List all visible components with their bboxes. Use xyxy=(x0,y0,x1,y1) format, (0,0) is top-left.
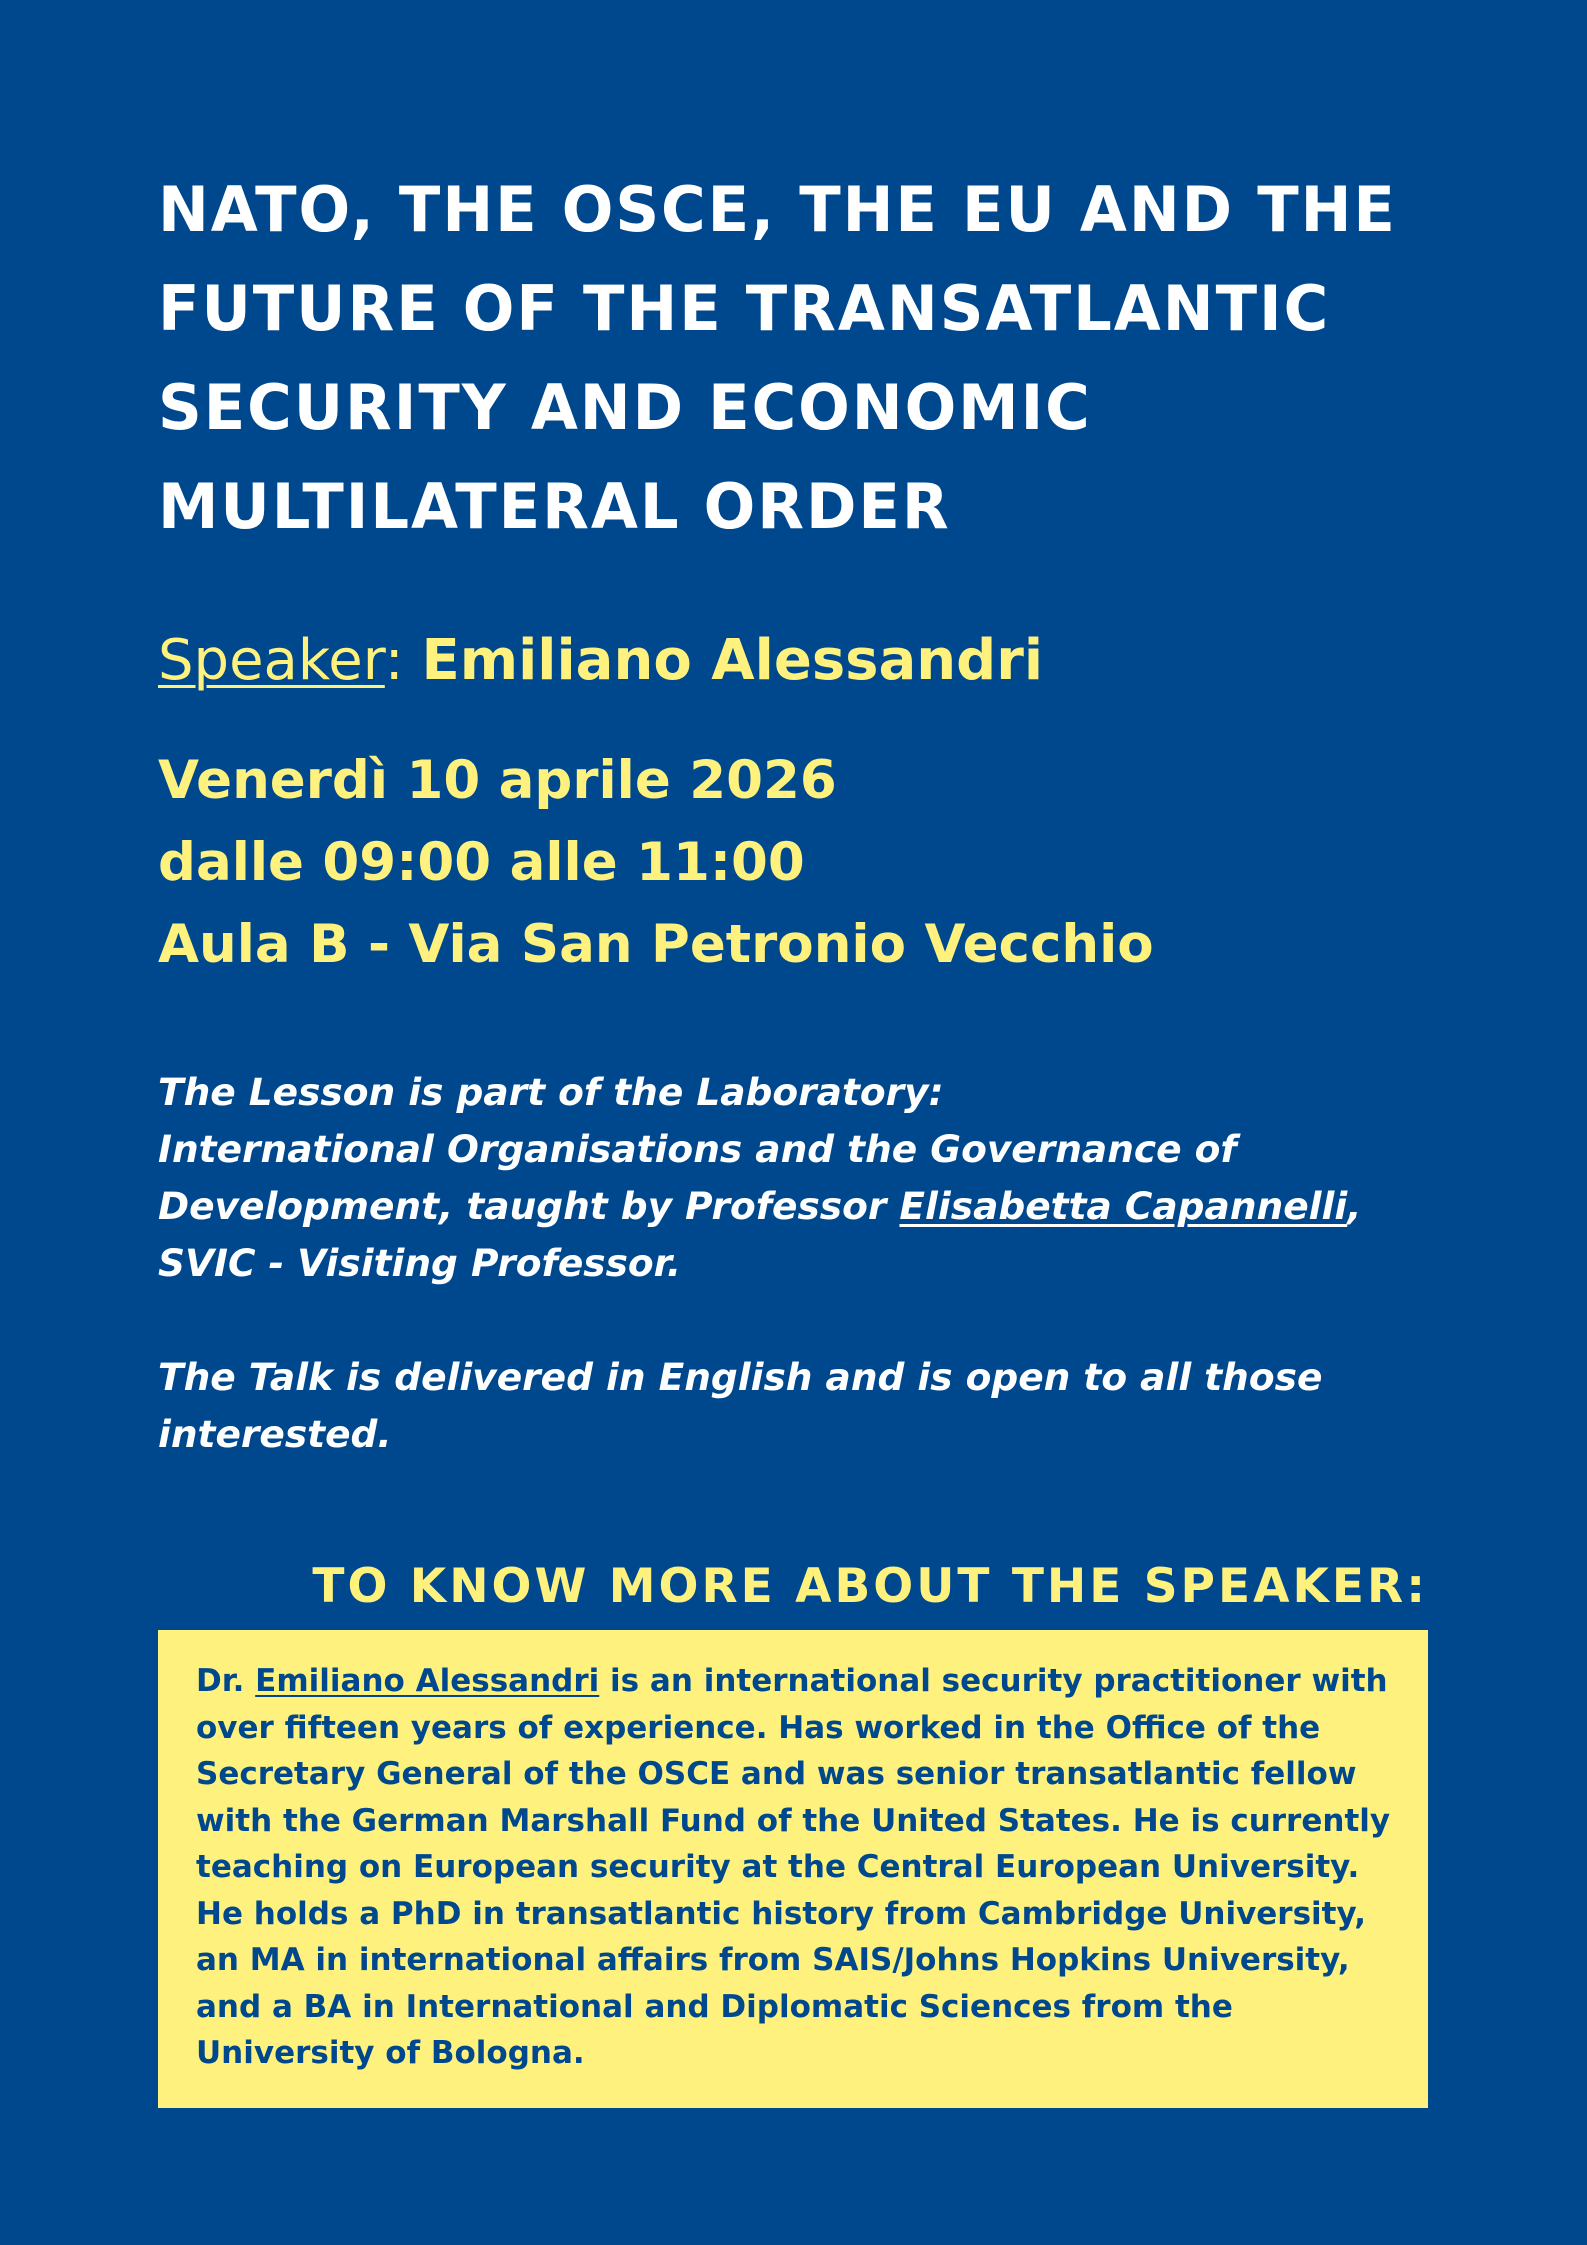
bio-line: and a BA in International and Diplomatic Sciences from the xyxy=(196,1988,1233,2025)
event-time: dalle 09:00 alle 11:00 xyxy=(158,832,805,893)
professor-name-link[interactable]: Elisabetta Capannelli xyxy=(899,1184,1348,1228)
lesson-info xyxy=(158,1064,1458,1463)
lesson-line: International Organisations and the Governance of xyxy=(158,1127,1237,1171)
lesson-line xyxy=(158,1178,1458,1235)
event-title-line: NATO, THE OSCE, THE EU AND THE xyxy=(158,173,1397,246)
speaker-name: Emiliano Alessandri xyxy=(421,628,1044,693)
event-title-line: MULTILATERAL ORDER xyxy=(158,470,951,543)
lesson-spacer xyxy=(158,1292,1458,1349)
bio-line: with the German Marshall Fund of the United States. He is currently xyxy=(196,1802,1391,1839)
bio-speaker-name-link[interactable]: Emiliano Alessandri xyxy=(255,1663,600,1699)
speaker-colon: : xyxy=(384,628,404,693)
lesson-line-text: Development, taught by Professor xyxy=(158,1184,900,1228)
event-title xyxy=(158,160,1432,556)
bio-line: University of Bologna. xyxy=(196,2035,585,2071)
event-date: Venerdì 10 aprile 2026 xyxy=(158,750,837,811)
bio-line-text: is an international security practitioner with xyxy=(599,1663,1388,1699)
bio-line: Secretary General of the OSCE and was senior transatlantic fellow xyxy=(196,1756,1357,1792)
talk-language-line: The Talk is delivered in English and is open to all those xyxy=(158,1355,1323,1399)
bio-line: over fifteen years of experience. Has worked in the Office of the xyxy=(196,1709,1321,1746)
event-title-line: FUTURE OF THE TRANSATLANTIC xyxy=(158,272,1331,345)
speaker-label: Speaker xyxy=(158,628,385,693)
bio-prefix: Dr. xyxy=(196,1663,256,1699)
lesson-line: SVIC - Visiting Professor. xyxy=(158,1241,682,1285)
bio-line: He holds a PhD in transatlantic history from Cambridge University, xyxy=(196,1895,1367,1932)
speaker-bio xyxy=(196,1658,1398,2077)
bio-line xyxy=(196,1658,1398,1705)
speaker-bio-box xyxy=(158,1630,1428,2108)
bio-line: an MA in international affairs from SAIS/Johns Hopkins University, xyxy=(196,1942,1350,1978)
event-title-line: SECURITY AND ECONOMIC xyxy=(158,371,1092,444)
event-location: Aula B - Via San Petronio Vecchio xyxy=(158,914,1154,975)
speaker-line xyxy=(158,622,1043,700)
event-details xyxy=(158,740,1154,986)
lesson-line-comma: , xyxy=(1347,1184,1362,1228)
lesson-line: The Lesson is part of the Laboratory: xyxy=(158,1070,944,1114)
know-more-heading: TO KNOW MORE ABOUT THE SPEAKER: xyxy=(312,1559,1428,1614)
bio-line: teaching on European security at the Central European University. xyxy=(196,1849,1360,1885)
talk-language-line: interested. xyxy=(158,1412,392,1456)
